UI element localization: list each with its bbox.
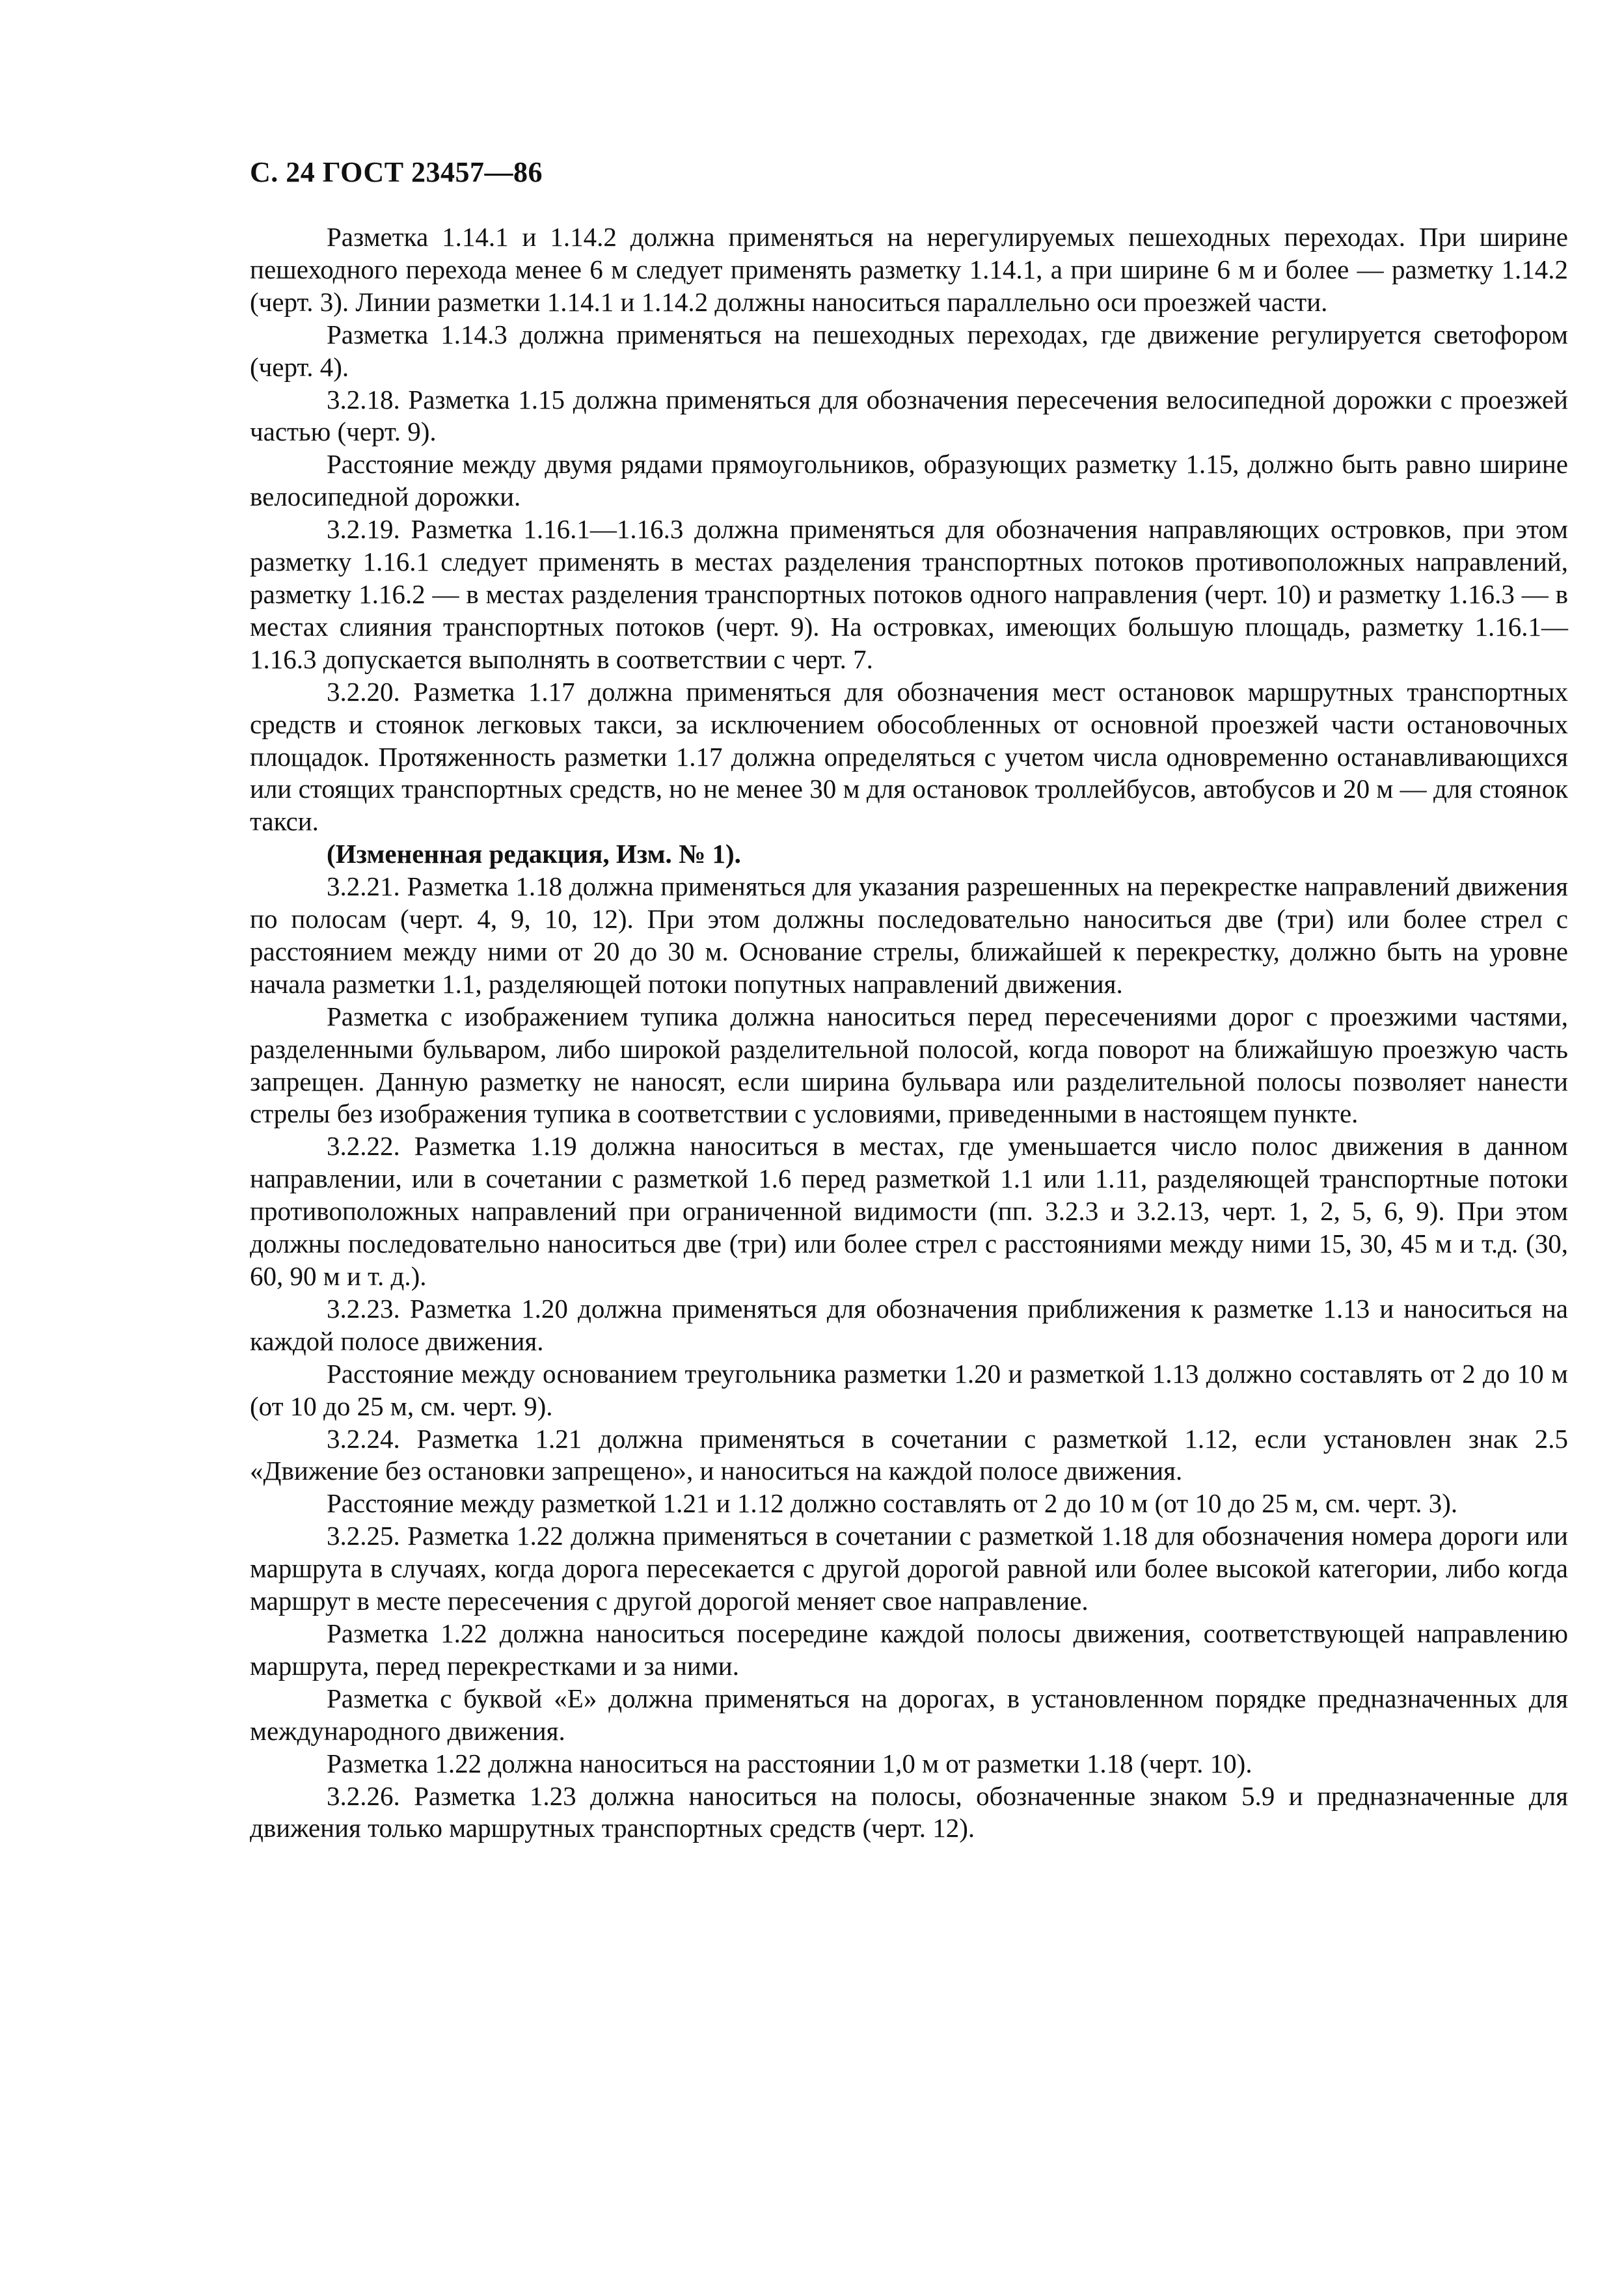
paragraph: Расстояние между двумя рядами прямоугольников, образующих разметку 1.15, должно быть равно ширине велосипедной дорожки. (250, 449, 1568, 512)
paragraph: 3.2.23. Разметка 1.20 должна применяться для обозначения приближения к разметке 1.13 и наноситься на каждой полосе движения. (250, 1293, 1568, 1356)
amendment-note: (Измененная редакция, Изм. № 1). (327, 839, 741, 869)
paragraph: Разметка 1.14.3 должна применяться на пешеходных переходах, где движение регулируется светофором (черт. 4). (250, 319, 1568, 382)
paragraph: 3.2.18. Разметка 1.15 должна применяться для обозначения пересечения велосипедной дорожки с проезжей частью (черт. 9). (250, 384, 1568, 447)
paragraph: Расстояние между основанием треугольника разметки 1.20 и разметкой 1.13 должно составлять от 2 до 10 м (от 10 до 25 м, см. черт. 9). (250, 1358, 1568, 1421)
paragraph: Разметка 1.22 должна наноситься на расстоянии 1,0 м от разметки 1.18 (черт. 10). (327, 1748, 1252, 1778)
paragraph: Разметка с буквой «Е» должна применяться на дорогах, в установленном порядке предназначенных для международного движения. (250, 1683, 1568, 1746)
paragraph: 3.2.21. Разметка 1.18 должна применяться для указания разрешенных на перекрестке направлений движения по полосам (черт. 4, 9, 10, 12). При этом должны последовательно наноситься две (три) или более стрел с расстоянием между ними от 20 до 30 м. Основание стрелы, ближайшей к перекрестку, должно быть на уровне начала разметки 1.1, разделяющей потоки попутных направлений движения. (250, 871, 1568, 999)
body-text (250, 221, 1568, 1845)
paragraph: 3.2.24. Разметка 1.21 должна применяться в сочетании с разметкой 1.12, если установлен знак 2.5 «Движение без остановки запрещено», и наноситься на каждой полосе движения. (250, 1423, 1568, 1486)
paragraph: 3.2.25. Разметка 1.22 должна применяться в сочетании с разметкой 1.18 для обозначения номера дороги или маршрута в случаях, когда дорога пересекается с другой дорогой равной или более высокой категории, либо когда маршрут в месте пересечения с другой дорогой меняет свое направление. (250, 1521, 1568, 1616)
paragraph: Расстояние между разметкой 1.21 и 1.12 должно составлять от 2 до 10 м (от 10 до 25 м, см. черт. 3). (327, 1488, 1458, 1519)
paragraph: Разметка с изображением тупика должна наноситься перед пересечениями дорог с проезжими частями, разделенными бульваром, либо широкой разделительной полосой, когда поворот на ближайшую проезжую часть запрещен. Данную разметку не наносят, если ширина бульвара или разделительной полосы позволяет нанести стрелы без изображения тупика в соответствии с условиями, приведенными в настоящем пункте. (250, 1001, 1568, 1129)
page-header: С. 24 ГОСТ 23457—86 (250, 156, 543, 188)
paragraph: 3.2.22. Разметка 1.19 должна наноситься в местах, где уменьшается число полос движения в данном направлении, или в сочетании с разметкой 1.6 перед разметкой 1.1 или 1.11, разделяющей транспортные потоки противоположных направлений при ограниченной видимости (пп. 3.2.3 и 3.2.13, черт. 1, 2, 5, 6, 9). При этом должны последовательно наноситься две (три) или более стрел с расстояниями между ними 15, 30, 45 м и т.д. (30, 60, 90 м и т. д.). (250, 1131, 1568, 1291)
paragraph: 3.2.26. Разметка 1.23 должна наноситься на полосы, обозначенные знаком 5.9 и предназначенные для движения только маршрутных транспортных средств (черт. 12). (250, 1780, 1568, 1843)
paragraph: 3.2.20. Разметка 1.17 должна применяться для обозначения мест остановок маршрутных транспортных средств и стоянок легковых такси, за исключением обособленных от основной проезжей части остановочных площадок. Протяженность разметки 1.17 должна определяться с учетом числа одновременно останавливающихся или стоящих транспортных средств, но не менее 30 м для остановок троллейбусов, автобусов и 20 м — для стоянок такси. (250, 676, 1568, 837)
paragraph: 3.2.19. Разметка 1.16.1—1.16.3 должна применяться для обозначения направляющих островков, при этом разметку 1.16.1 следует применять в местах разделения транспортных потоков противоположных направлений, разметку 1.16.2 — в местах разделения транспортных потоков одного направления (черт. 10) и разметку 1.16.3 — в местах слияния транспортных потоков (черт. 9). На островках, имеющих большую площадь, разметку 1.16.1—1.16.3 допускается выполнять в соответствии с черт. 7. (250, 514, 1568, 674)
paragraph: Разметка 1.14.1 и 1.14.2 должна применяться на нерегулируемых пешеходных переходах. При ширине пешеходного перехода менее 6 м следует применять разметку 1.14.1, а при ширине 6 м и более — разметку 1.14.2 (черт. 3). Линии разметки 1.14.1 и 1.14.2 должны наноситься параллельно оси проезжей части. (250, 222, 1568, 317)
paragraph: Разметка 1.22 должна наноситься посередине каждой полосы движения, соответствующей направлению маршрута, перед перекрестками и за ними. (250, 1618, 1568, 1681)
